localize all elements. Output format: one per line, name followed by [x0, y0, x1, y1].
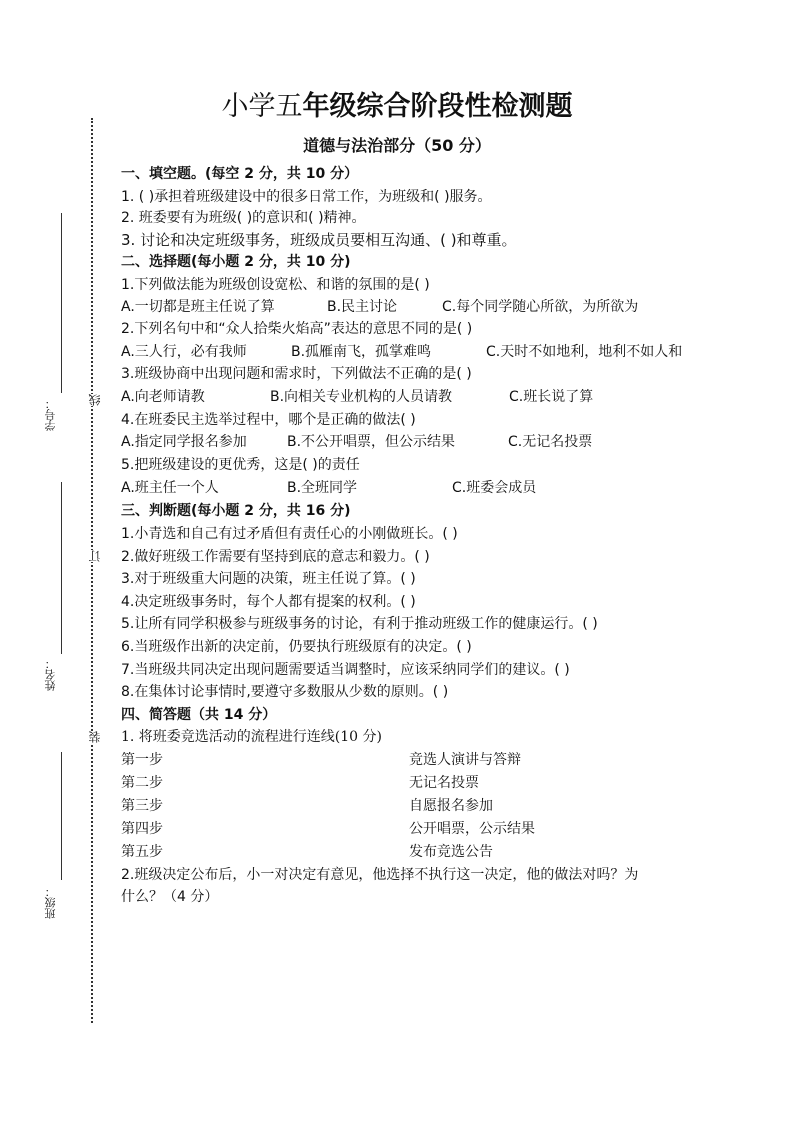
binding-char-ding: 订 [88, 550, 102, 562]
choice-5-option-c: C.班委会成员 [452, 480, 537, 496]
choice-question-5: 5.把班级建设的更优秀，这是( )的责任 [121, 457, 360, 473]
choice-question-4: 4.在班委民主选举过程中，哪个是正确的做法( ) [121, 412, 416, 428]
choice-question-2: 2.下列名句中和“众人拾柴火焰高”表达的意思不同的是( ) [121, 321, 473, 337]
activity-1: 竞选人演讲与答辩 [409, 752, 521, 768]
page-subtitle: 道德与法治部分（50 分） [303, 136, 491, 155]
fill-question-1: 1. ( )承担着班级建设中的很多日常工作，为班级和( )服务。 [121, 189, 492, 205]
name-label: 姓名： [44, 658, 57, 691]
choice-3-option-a: A.向老师请教 [121, 389, 205, 405]
choice-1-option-a: A.一切都是班主任说了算 [121, 299, 275, 315]
section-fill-heading: 一、填空题。(每空 2 分，共 10 分） [121, 166, 359, 182]
judge-question-6: 6.当班级作出新的决定前，仍要执行班级原有的决定。( ) [121, 639, 472, 655]
choice-5-option-b: B.全班同学 [287, 480, 358, 496]
activity-5: 发布竞选公告 [409, 844, 493, 860]
choice-5-option-a: A.班主任一个人 [121, 480, 219, 496]
choice-question-3: 3.班级协商中出现问题和需求时，下列做法不正确的是( ) [121, 366, 472, 382]
binding-char-xian: 线 [88, 394, 102, 406]
section-choice-heading: 二、选择题(每小题 2 分，共 10 分) [121, 254, 351, 270]
page-title [0, 84, 794, 123]
page-title-part1: 小学五 [221, 91, 303, 122]
short-answer-question-1: 1. 将班委竞选活动的流程进行连线(10 分) [121, 729, 382, 745]
section-judge-heading: 三、判断题(每小题 2 分，共 16 分) [121, 503, 351, 519]
step-1: 第一步 [121, 752, 163, 768]
activity-4: 公开唱票，公示结果 [409, 821, 535, 837]
activity-2: 无记名投票 [409, 775, 479, 791]
choice-1-option-c: C.每个同学随心所欲，为所欲为 [442, 299, 639, 315]
choice-2-option-a: A.三人行，必有我师 [121, 344, 247, 360]
step-5: 第五步 [121, 844, 163, 860]
fill-question-3: 3. 讨论和决定班级事务，班级成员要相互沟通、( )和尊重。 [121, 231, 517, 249]
judge-question-7: 7.当班级共同决定出现问题需要适当调整时，应该采纳同学们的建议。( ) [121, 662, 570, 678]
step-4: 第四步 [121, 821, 163, 837]
judge-question-1: 1.小青选和自己有过矛盾但有责任心的小刚做班长。( ) [121, 526, 458, 542]
student-id-blank-line [61, 213, 62, 393]
choice-4-option-b: B.不公开唱票，但公示结果 [287, 434, 456, 450]
choice-3-option-b: B.向相关专业机构的人员请教 [270, 389, 453, 405]
choice-question-1: 1.下列做法能为班级创设宽松、和谐的氛围的是( ) [121, 277, 430, 293]
short-answer-question-2-line1: 2.班级决定公布后，小一对决定有意见，他选择不执行这一决定，他的做法对吗？为 [121, 867, 639, 883]
choice-4-option-c: C.无记名投票 [508, 434, 593, 450]
name-blank-line [61, 482, 62, 654]
choice-1-option-b: B.民主讨论 [327, 299, 398, 315]
judge-question-4: 4.决定班级事务时，每个人都有提案的权利。( ) [121, 594, 416, 610]
binding-dotted-line [91, 118, 93, 1023]
step-2: 第二步 [121, 775, 163, 791]
section-short-answer-heading: 四、简答题（共 14 分） [121, 707, 277, 723]
judge-question-3: 3.对于班级重大问题的决策，班主任说了算。( ) [121, 571, 416, 587]
judge-question-2: 2.做好班级工作需要有坚持到底的意志和毅力。( ) [121, 549, 430, 565]
short-answer-question-2-line2: 什么？（4 分） [121, 889, 219, 905]
page-title-part2: 年级综合阶段性检测题 [302, 91, 573, 122]
choice-4-option-a: A.指定同学报名参加 [121, 434, 247, 450]
choice-2-option-c: C.天时不如地利，地利不如人和 [486, 344, 683, 360]
choice-3-option-c: C.班长说了算 [509, 389, 594, 405]
choice-2-option-b: B.孤雁南飞，孤掌难鸣 [291, 344, 432, 360]
activity-3: 自愿报名参加 [409, 798, 493, 814]
class-label: 班级： [44, 886, 57, 919]
step-3: 第三步 [121, 798, 163, 814]
student-id-label: 学号： [44, 398, 57, 431]
judge-question-8: 8.在集体讨论事情时,要遵守多数服从少数的原则。( ) [121, 684, 449, 700]
class-blank-line [61, 752, 62, 880]
judge-question-5: 5.让所有同学积极参与班级事务的讨论，有利于推动班级工作的健康运行。( ) [121, 616, 598, 632]
fill-question-2: 2. 班委要有为班级( )的意识和( )精神。 [121, 210, 366, 226]
binding-char-zhuang: 装 [88, 731, 102, 743]
